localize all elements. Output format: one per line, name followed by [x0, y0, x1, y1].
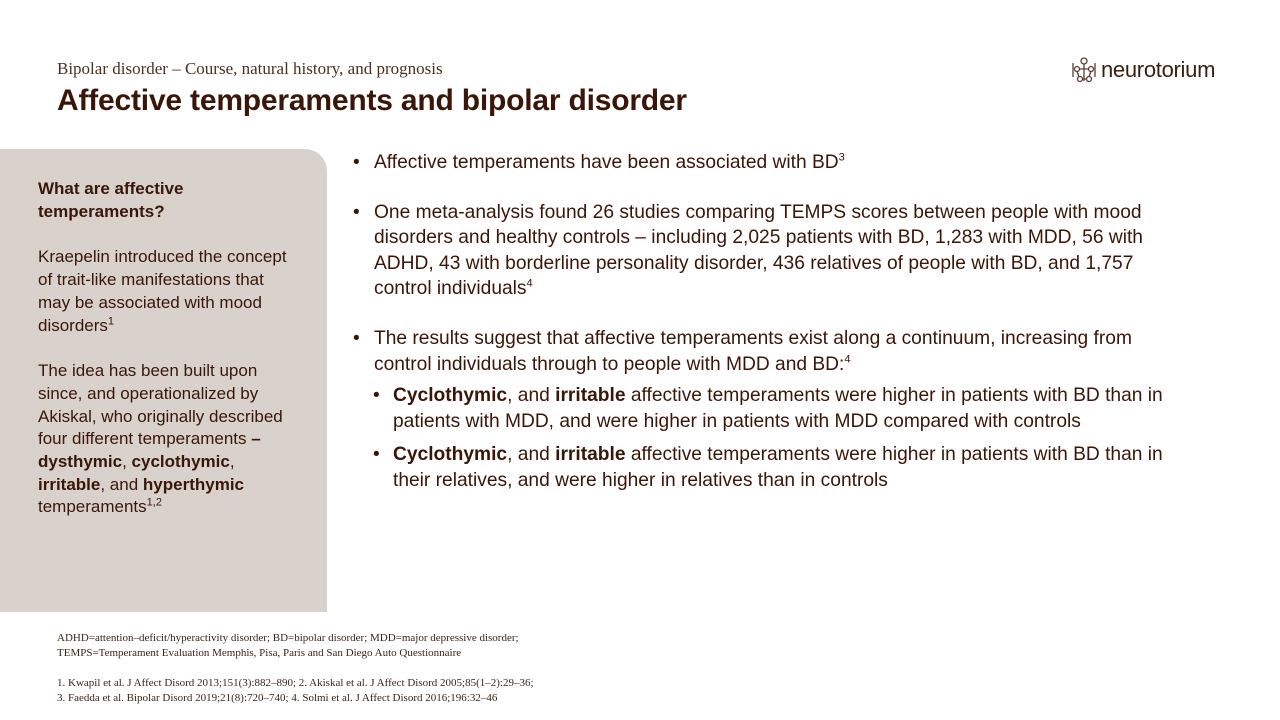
- panel-paragraph-2: The idea has been built upon since, and operationalized by Akiskal, who originally described four different temperaments – dysthymic, cyclothymic, irritable, and hyperthymic temperaments$^{1,2}$: [38, 361, 283, 517]
- main-content: [353, 150, 1183, 502]
- abbreviations-line-1: ADHD=attention–deficit/hyperactivity disorder; BD=bipolar disorder; MDD=major depressive disorder;: [57, 632, 519, 644]
- section-subtitle: Bipolar disorder – Course, natural history, and prognosis: [57, 59, 443, 78]
- bullet-continuum: • The results suggest that affective temperaments exist along a continuum, increasing from control individuals through to people with MDD and BD:$^4$: [353, 326, 1183, 377]
- neurotorium-logo: [1071, 54, 1215, 86]
- sub-bullet-bd-vs-relatives: • Cyclothymic, and irritable affective temperaments were higher in patients with BD than in their relatives, and were higher in relatives than in controls: [353, 442, 1183, 493]
- panel-heading: What are affective temperaments?: [38, 179, 184, 221]
- panel-paragraph-1: Kraepelin introduced the concept of trait-like manifestations that may be associated with mood disorders$^1$: [38, 247, 287, 335]
- footnotes: [57, 631, 757, 706]
- brain-cells-icon: [1071, 55, 1097, 85]
- abbreviations-line-2: TEMPS=Temperament Evaluation Memphis, Pisa, Paris and San Diego Auto Questionnaire: [57, 647, 462, 659]
- sub-bullet-bd-vs-mdd: • Cyclothymic, and irritable affective temperaments were higher in patients with BD than in patients with MDD, and were higher in patients with MDD compared with controls: [353, 383, 1183, 434]
- logo-text: neurotorium: [1101, 57, 1216, 82]
- references-line-2: 3. Faedda et al. Bipolar Disord 2019;21(8):720–740; 4. Solmi et al. J Affect Disord 2016;196:32–46: [57, 692, 498, 704]
- definition-panel: [0, 149, 327, 612]
- bullet-association: • Affective temperaments have been associated with $BD^3$: [353, 150, 1183, 176]
- slide-title: Affective temperaments and bipolar disorder: [57, 84, 687, 117]
- references-line-1: 1. Kwapil et al. J Affect Disord 2013;151(3):882–890; 2. Akiskal et al. J Affect Disord 2005;85(1–2):29–36;: [57, 677, 534, 689]
- bullet-meta-analysis: • One meta-analysis found 26 studies comparing TEMPS scores between people with mood disorders and healthy controls – including 2,025 patients with BD, 1,283 with MDD, 56 with ADHD, 43 with borderline personality disorder, 436 relatives of people with BD, and 1,757 control individuals$^4$: [353, 200, 1183, 302]
